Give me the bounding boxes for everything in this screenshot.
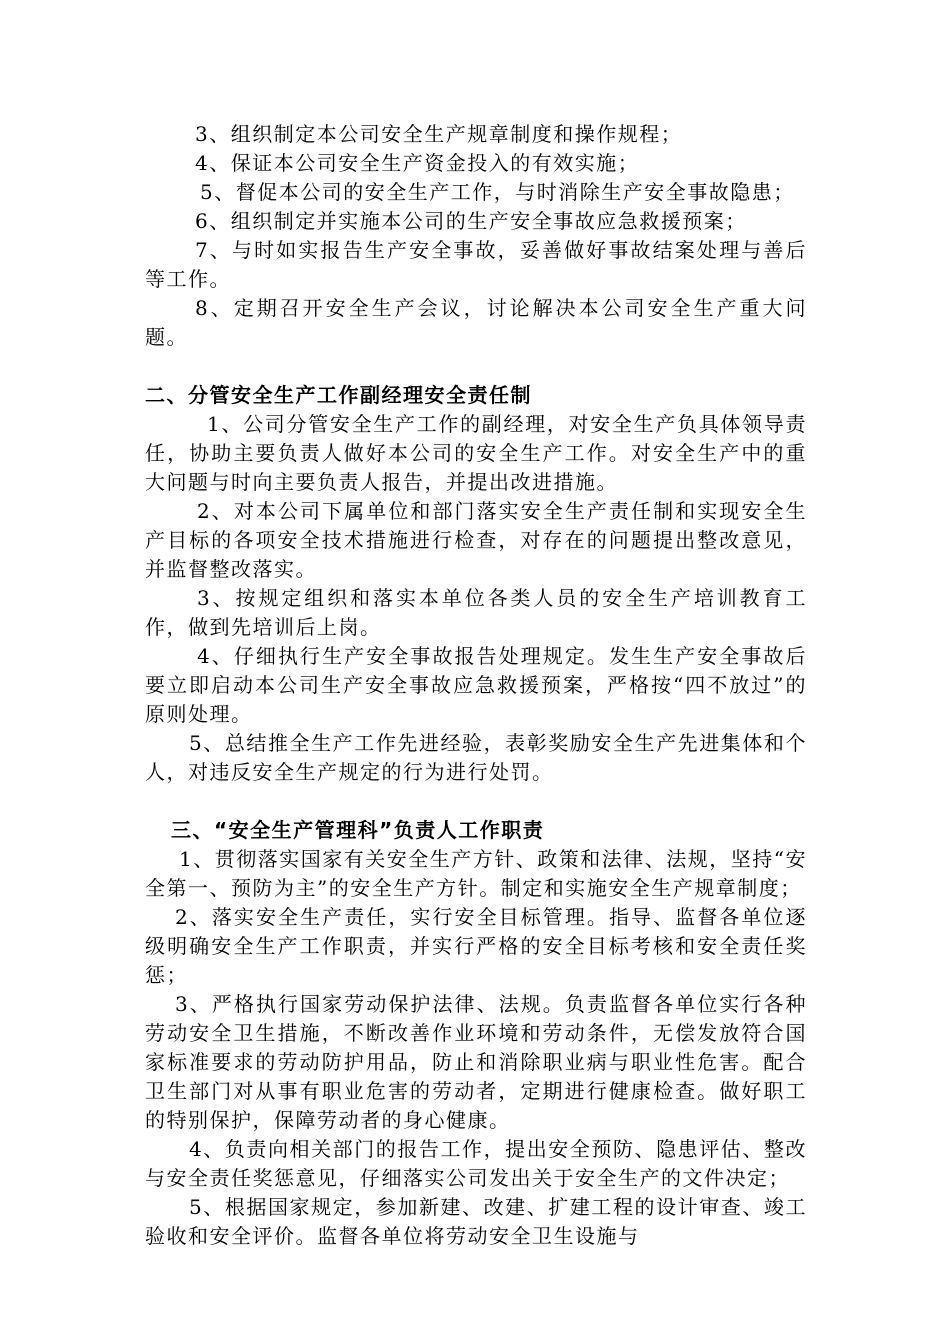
section-spacer [145, 787, 807, 816]
section-spacer [145, 352, 807, 381]
paragraph-s1-item7: 7、与时如实报告生产安全事故，妥善做好事故结案处理与善后等工作。 [145, 238, 807, 291]
section-heading-2: 二、分管安全生产工作副经理安全责任制 [145, 383, 532, 407]
paragraph-s2-item3: 3、按规定组织和落实本单位各类人员的安全生产培训教育工作，做到先培训后上岗。 [145, 586, 807, 639]
paragraph-s3-item5: 5、根据国家规定，参加新建、改建、扩建工程的设计审查、竣工验收和安全评价。监督各单位将劳动安全卫生设施与 [145, 1195, 807, 1248]
paragraph-s1-item8: 8、定期召开安全生产会议，讨论解决本公司安全生产重大问题。 [145, 296, 807, 349]
paragraph-s1-item4: 4、保证本公司安全生产资金投入的有效实施； [195, 151, 640, 175]
paragraph-s3-item1: 1、贯彻落实国家有关安全生产方针、政策和法律、法规，坚持“安全第一、预防为主”的安全生产方针。制定和实施安全生产规章制度； [145, 847, 807, 900]
paragraph-s3-item2: 2、落实安全生产责任，实行安全目标管理。指导、监督各单位逐级明确安全生产工作职责，并实行严格的安全目标考核和安全责任奖惩； [145, 905, 807, 987]
paragraph-s2-item5: 5、总结推全生产工作先进经验，表彰奖励安全生产先进集体和个人，对违反安全生产规定的行为进行处罚。 [145, 731, 807, 784]
paragraph-s3-item4: 4、负责向相关部门的报告工作，提出安全预防、隐患评估、整改与安全责任奖惩意见，仔细落实公司发出关于安全生产的文件决定； [145, 1137, 807, 1190]
paragraph-s2-item1: 1、公司分管安全生产工作的副经理，对安全生产负具体领导责任，协助主要负责人做好本公司的安全生产工作。对安全生产中的重大问题与时向主要负责人报告，并提出改进措施。 [145, 412, 807, 494]
paragraph-s3-item3: 3、严格执行国家劳动保护法律、法规。负责监督各单位实行各种劳动安全卫生措施，不断改善作业环境和劳动条件，无偿发放符合国家标准要求的劳动防护用品，防止和消除职业病与职业性危害。配合卫生部门对从事有职业危害的劳动者，定期进行健康检查。做好职工的特别保护，保障劳动者的身心健康。 [145, 992, 807, 1132]
document-page [145, 120, 807, 1251]
paragraph-s2-item4: 4、仔细执行生产安全事故报告处理规定。发生生产安全事故后要立即启动本公司生产安全事故应急救援预案，严格按“四不放过”的原则处理。 [145, 644, 807, 726]
paragraph-s1-item3: 3、组织制定本公司安全生产规章制度和操作规程； [195, 122, 683, 146]
paragraph-s1-item6: 6、组织制定并实施本公司的生产安全事故应急救援预案； [195, 209, 747, 233]
section-heading-3: 三、“安全生产管理科”负责人工作职责 [171, 818, 545, 842]
paragraph-s2-item2: 2、对本公司下属单位和部门落实安全生产责任制和实现安全生产目标的各项安全技术措施进行检查，对存在的问题提出整改意见，并监督整改落实。 [145, 499, 807, 581]
paragraph-s1-item5: 5、督促本公司的安全生产工作，与时消除生产安全事故隐患； [200, 180, 795, 204]
